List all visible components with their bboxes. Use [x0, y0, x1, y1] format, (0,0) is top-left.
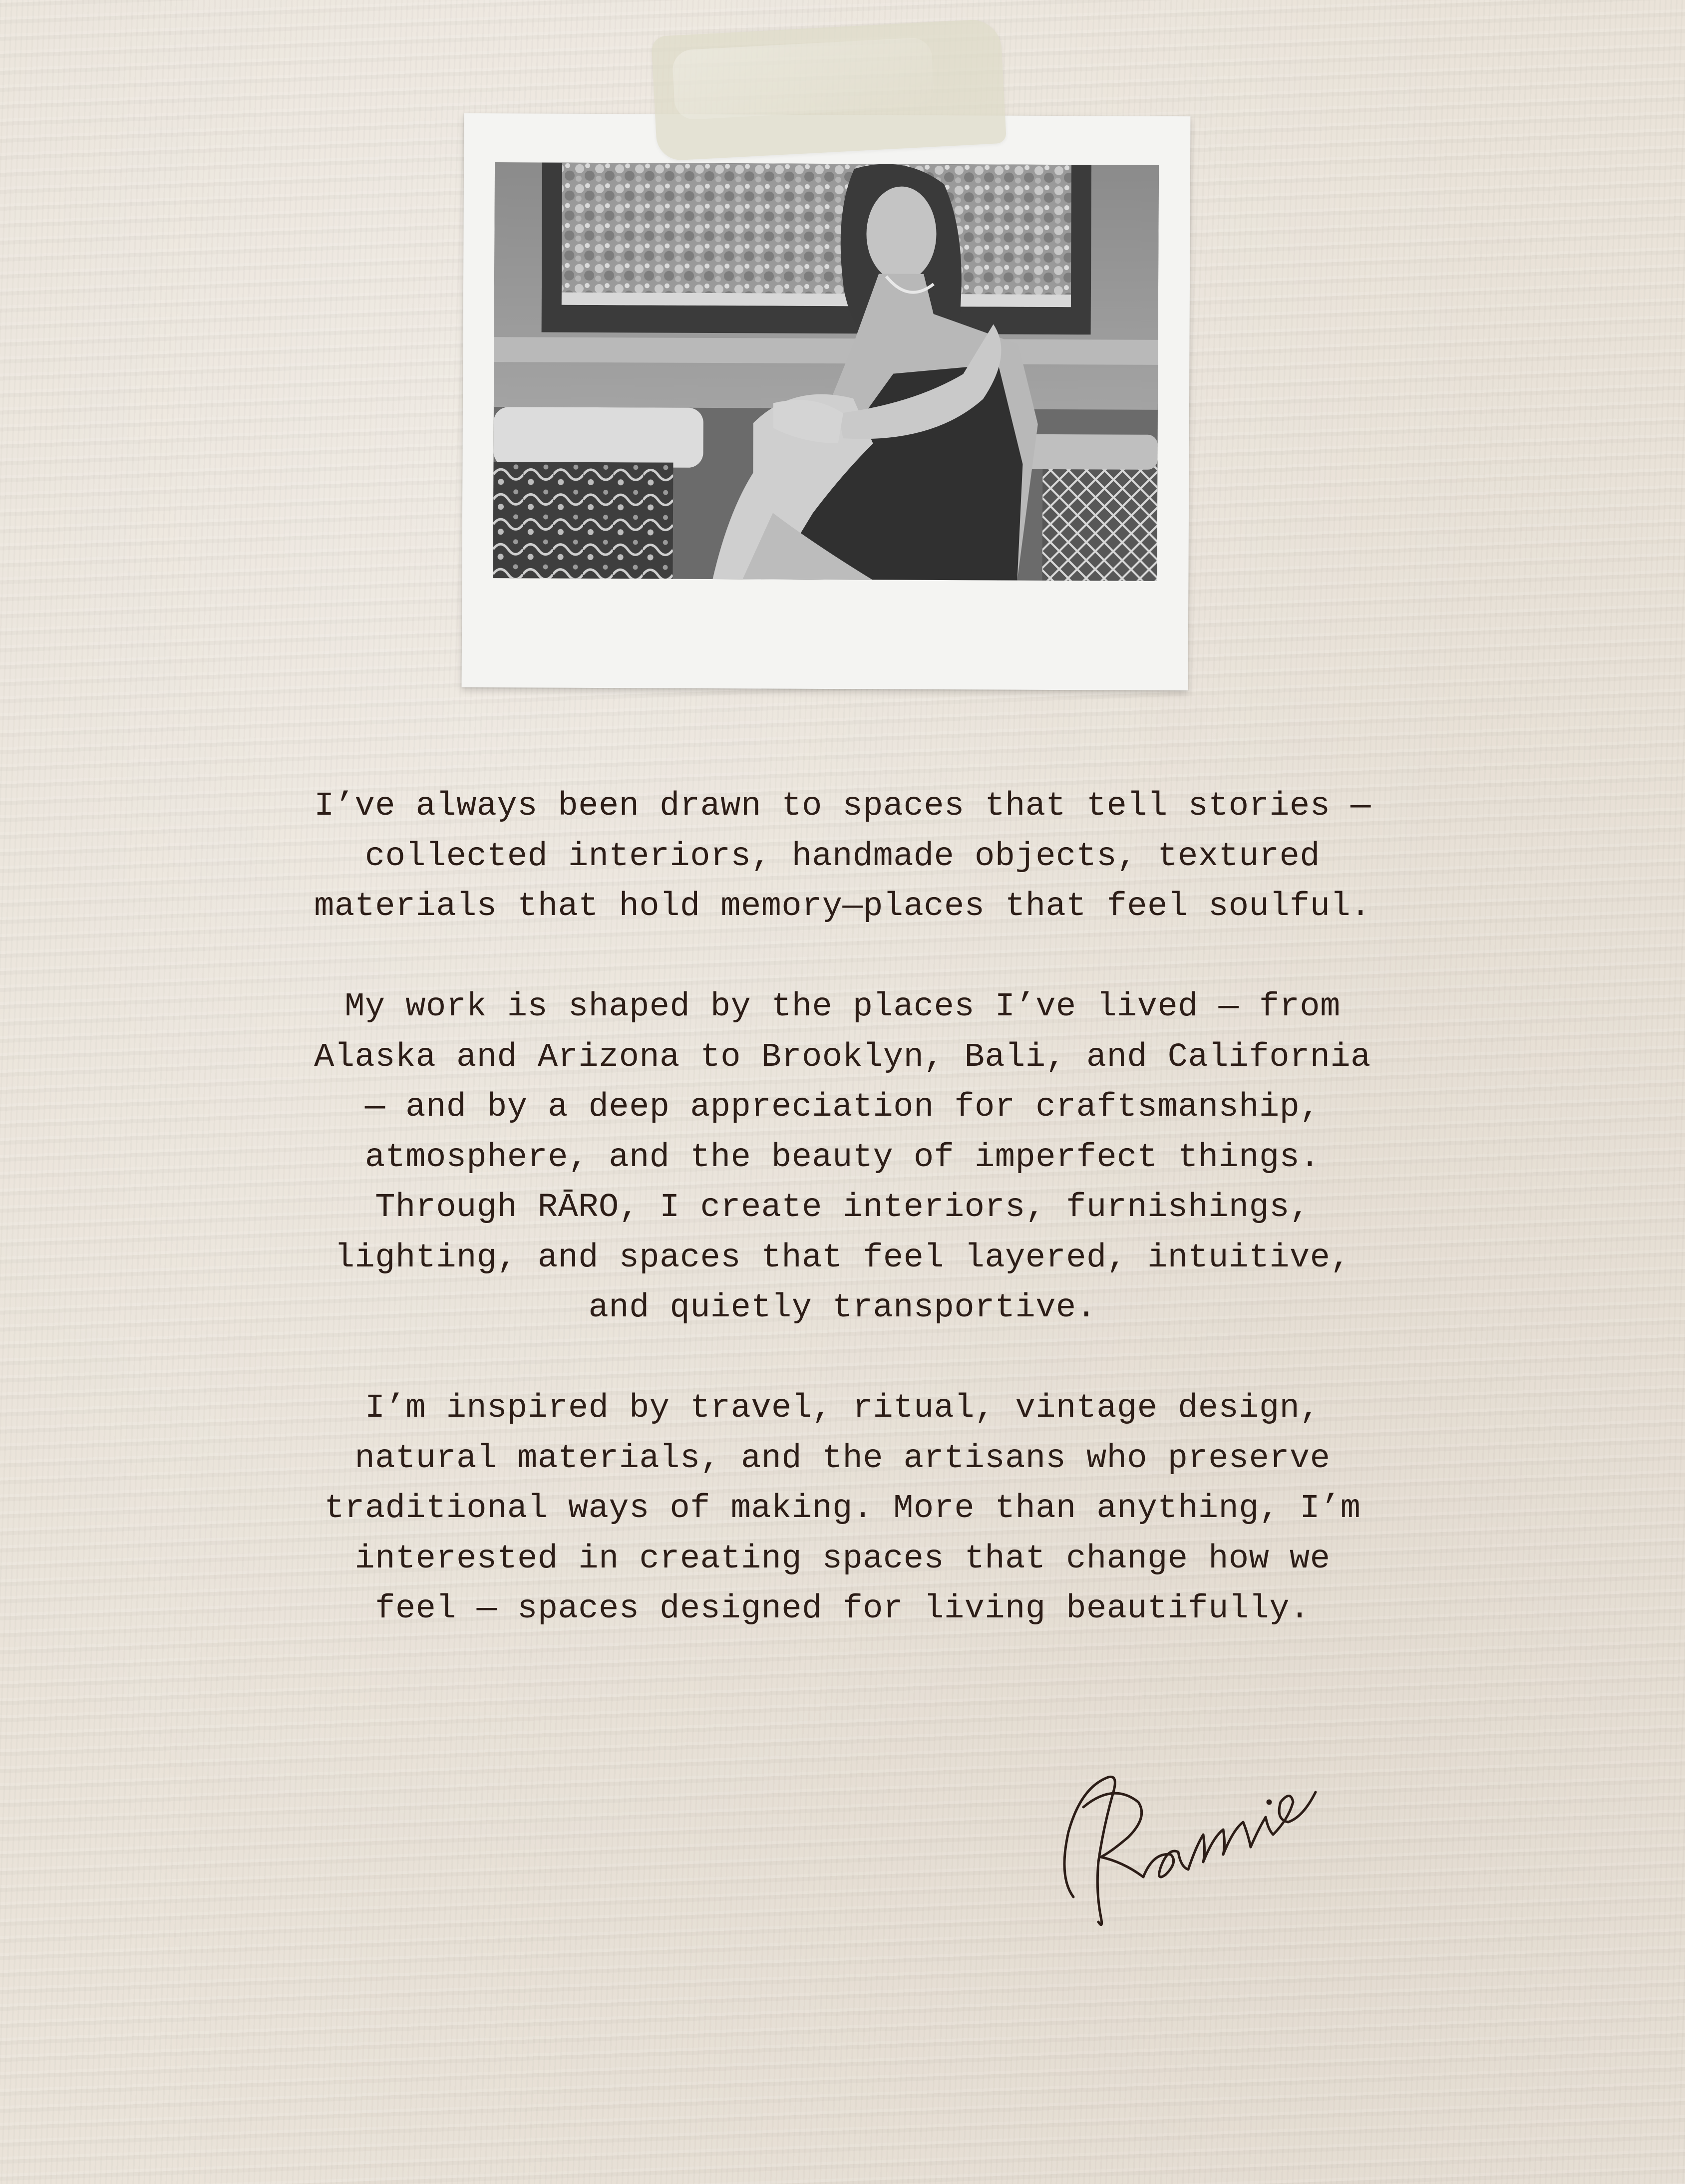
- polaroid-frame: [461, 113, 1190, 690]
- tape-strip: [651, 18, 1007, 161]
- bio-paragraph-2: My work is shaped by the places I’ve lived — from Alaska and Arizona to Brooklyn, Bali, and California — and by a deep appreciation for craftsmanship, atmosphere, and the beauty of imperfect things. Through RĀRO, I create interiors, furnishings, lighting, and spaces that feel layered, intuitive, and quietly transportive.: [314, 988, 1371, 1327]
- bio-paragraph-3: I’m inspired by travel, ritual, vintage design, natural materials, and the artisans who preserve traditional ways of making. More than anything, I’m interested in creating spaces that change how we feel — spaces designed for living beautifully.: [324, 1389, 1361, 1628]
- bio-text: [240, 781, 1445, 1634]
- signature: [1053, 1732, 1333, 1942]
- portrait-photo: [493, 162, 1159, 581]
- handwritten-signature-icon: [1053, 1732, 1333, 1942]
- portrait-photo-icon: [493, 162, 1159, 581]
- bio-paragraph-1: I’ve always been drawn to spaces that tell stories — collected interiors, handmade objects, textured materials that hold memory—places that feel soulful.: [314, 787, 1371, 926]
